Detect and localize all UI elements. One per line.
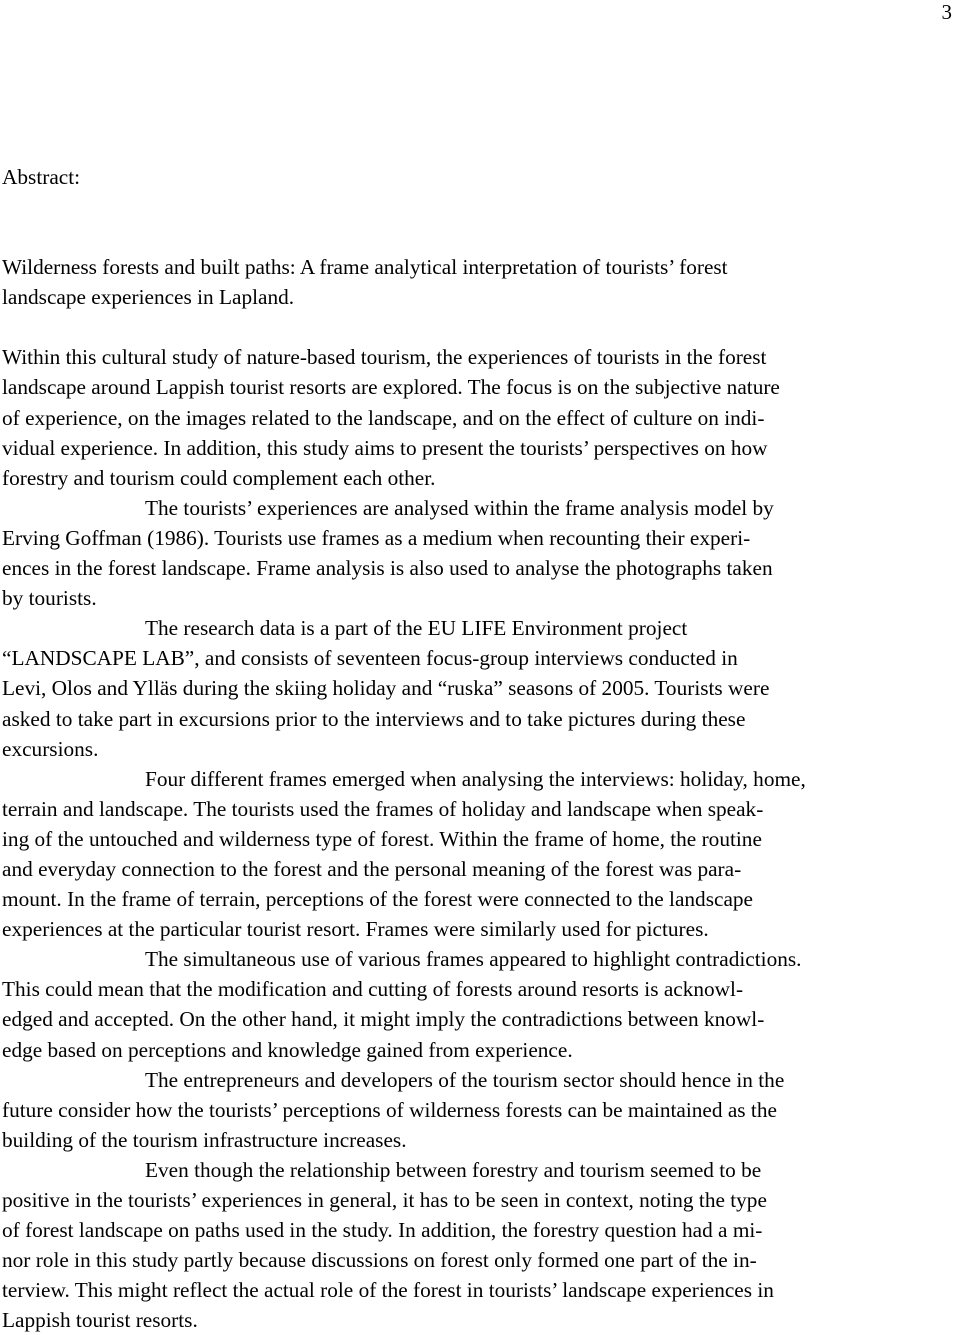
- text-line: positive in the tourists’ experiences in general, it has to be seen in context, noting the type: [2, 1188, 767, 1212]
- text-line: The tourists’ experiences are analysed within the frame analysis model by: [145, 495, 774, 520]
- text-line: Four different frames emerged when analysing the interviews: holiday, home,: [145, 766, 806, 791]
- page-number: 3: [941, 0, 952, 24]
- text-line: of forest landscape on paths used in the study. In addition, the forestry question had a mi-: [2, 1218, 763, 1243]
- text-line: Within this cultural study of nature-based tourism, the experiences of tourists in the forest: [2, 345, 767, 370]
- text-line: Even though the relationship between forestry and tourism seemed to be: [145, 1157, 762, 1182]
- abstract-heading: [2, 162, 957, 192]
- abstract-heading-text: Abstract:: [2, 165, 81, 189]
- text-line: Lappish tourist resorts.: [2, 1308, 198, 1333]
- abstract-body: [2, 222, 957, 1335]
- text-line: The simultaneous use of various frames appeared to highlight contradictions.: [145, 947, 802, 972]
- text-line: of experience, on the images related to the landscape, and on the effect of culture on indi-: [2, 405, 765, 430]
- text-line: “LANDSCAPE LAB”, and consists of seventeen focus-group interviews conducted in: [2, 646, 738, 671]
- text-line: experiences at the particular tourist resort. Frames were similarly used for pictures.: [2, 917, 709, 942]
- text-line: ing of the untouched and wilderness type of forest. Within the frame of home, the routine: [2, 826, 762, 851]
- text-line: Levi, Olos and Ylläs during the skiing holiday and “ruska” seasons of 2005. Tourists were: [2, 676, 770, 701]
- text-line: by tourists.: [2, 586, 97, 611]
- text-line: asked to take part in excursions prior to the interviews and to take pictures during these: [2, 706, 746, 731]
- text-line: mount. In the frame of terrain, perceptions of the forest were connected to the landscape: [2, 887, 753, 912]
- text-line: This could mean that the modification and cutting of forests around resorts is acknowl-: [2, 977, 744, 1002]
- text-line: excursions.: [2, 736, 99, 761]
- text-line: Erving Goffman (1986). Tourists use frames as a medium when recounting their experi-: [2, 525, 751, 550]
- text-line: edge based on perceptions and knowledge gained from experience.: [2, 1037, 573, 1062]
- text-line: nor role in this study partly because discussions on forest only formed one part of the in-: [2, 1248, 757, 1273]
- text-line: forestry and tourism could complement each other.: [2, 465, 436, 490]
- text-line: landscape experiences in Lapland.: [2, 285, 295, 310]
- text-line: and everyday connection to the forest and the personal meaning of the forest was para-: [2, 856, 742, 881]
- text-line: terrain and landscape. The tourists used the frames of holiday and landscape when speak-: [2, 796, 764, 821]
- text-line: ences in the forest landscape. Frame analysis is also used to analyse the photographs taken: [2, 556, 773, 581]
- text-line: The entrepreneurs and developers of the tourism sector should hence in the: [145, 1067, 785, 1092]
- text-line: edged and accepted. On the other hand, it might imply the contradictions between knowl-: [2, 1007, 765, 1032]
- text-line: vidual experience. In addition, this study aims to present the tourists’ perspectives on how: [2, 435, 768, 460]
- text-line: Wilderness forests and built paths: A frame analytical interpretation of tourists’ forest: [2, 255, 728, 280]
- text-line: The research data is a part of the EU LIFE Environment project: [145, 616, 688, 641]
- text-line: future consider how the tourists’ perceptions of wilderness forests can be maintained as the: [2, 1097, 777, 1122]
- blank-line: [2, 312, 957, 342]
- blank-line: [2, 222, 957, 252]
- text-line: landscape around Lappish tourist resorts are explored. The focus is on the subjective nature: [2, 375, 780, 400]
- text-line: terview. This might reflect the actual role of the forest in tourists’ landscape experiences in: [2, 1278, 774, 1303]
- text-line: building of the tourism infrastructure increases.: [2, 1127, 407, 1152]
